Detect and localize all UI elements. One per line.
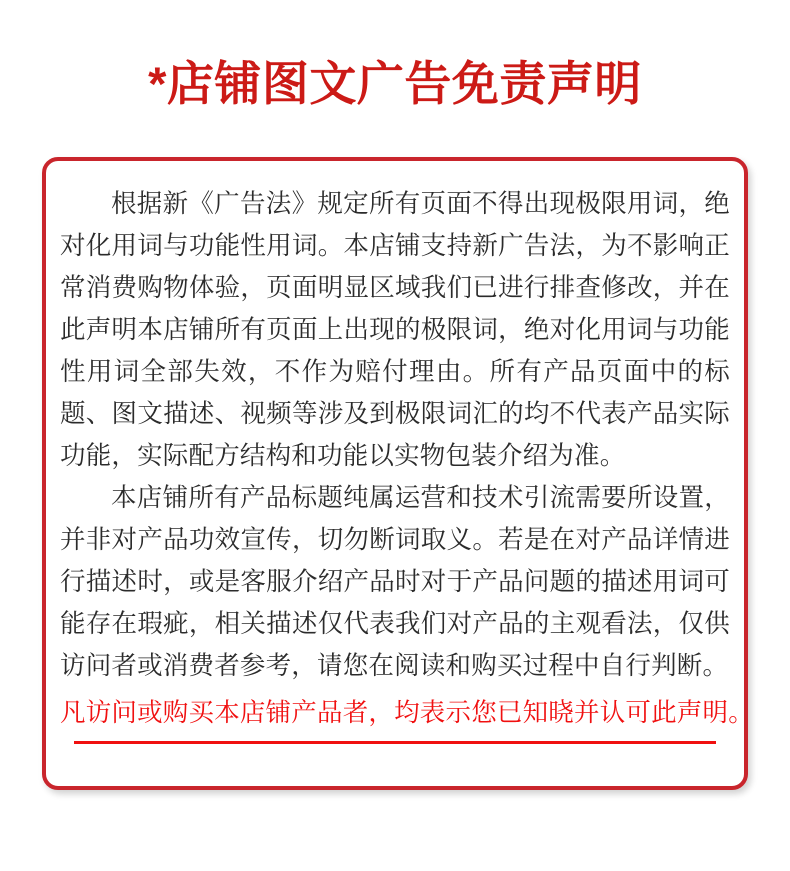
disclaimer-paragraph-2: 本店铺所有产品标题纯属运营和技术引流需要所设置，并非对产品功效宣传，切勿断词取义。若是在对产品详情进行描述时，或是客服介绍产品时对于产品问题的描述用词可能存在瑕疵，相关描述仅代表我们对产品的主观看法，仅供访问者或消费者参考，请您在阅读和购买过程中自行判断。	[60, 484, 730, 680]
disclaimer-notice: 凡访问或购买本店铺产品者，均表示您已知晓并认可此声明。	[60, 699, 754, 727]
disclaimer-content	[46, 161, 754, 786]
disclaimer-paragraph-1: 根据新《广告法》规定所有页面不得出现极限用词，绝对化用词与功能性用词。本店铺支持新广告法，为不影响正常消费购物体验，页面明显区域我们已进行排查修改，并在此声明本店铺所有页面上出现的极限词，绝对化用词与功能性用词全部失效，不作为赔付理由。所有产品页面中的标题、图文描述、视频等涉及到极限词汇的均不代表产品实际功能，实际配方结构和功能以实物包装介绍为准。	[60, 190, 730, 470]
page-title: *店铺图文广告免责声明	[148, 57, 642, 110]
disclaimer-box	[42, 157, 754, 790]
notice-underline	[74, 741, 716, 744]
